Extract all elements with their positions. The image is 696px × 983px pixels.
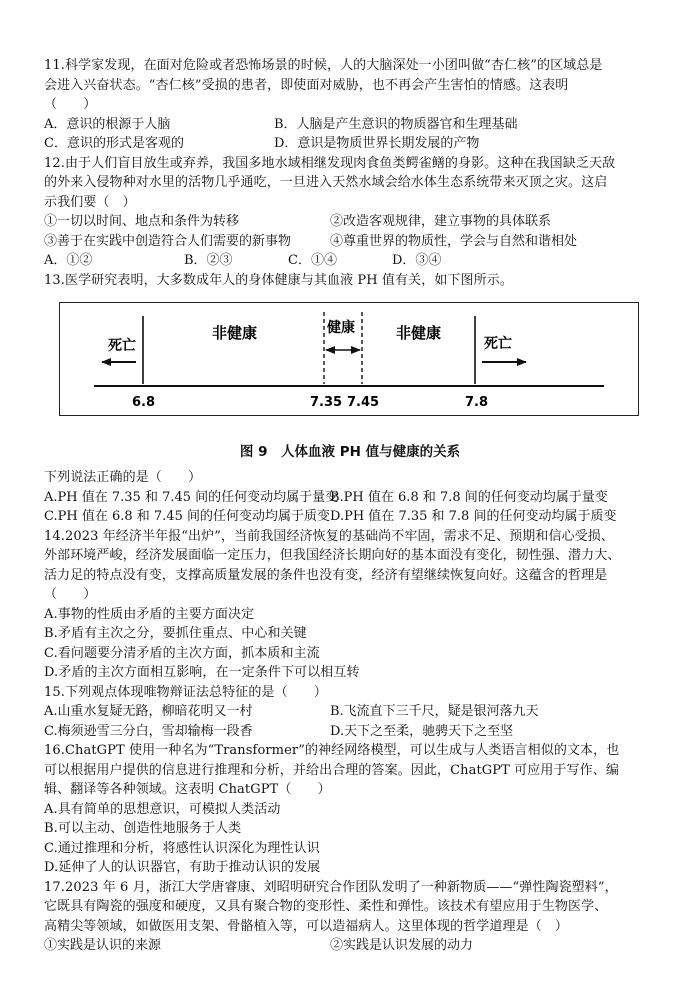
q13-option-b: B.PH 值在 6.8 和 7.8 间的任何变动均属于量变	[330, 489, 608, 505]
q11-option-d: D．意识是物质世界长期发展的产物	[274, 136, 480, 151]
q12-option-b: B．②③	[184, 253, 233, 268]
question-13	[44, 271, 656, 527]
q17-stem-line-3: 高精尖等领域，如做医用支架、骨骼植入等，可以造福病人。这里体现的哲学道理是（ ）	[44, 918, 569, 934]
q14-option-d: D.矛盾的主次方面相互影响，在一定条件下可以相互转	[44, 665, 360, 680]
q13-option-d: D.PH 值在 7.35 和 7.8 间的任何变动均属于质变	[330, 509, 617, 524]
q14-stem-line-3: 活力足的特点没有变，支撑高质量发展的条件也没有变，经济有望继续恢复向好。这蕴含的哲理是	[44, 567, 608, 583]
question-16	[44, 741, 656, 878]
q14-stem-line-4: （ ）	[44, 587, 97, 602]
exam-page	[44, 56, 656, 956]
q16-option-a: A.具有简单的思想意识，可模拟人类活动	[44, 801, 281, 817]
tick-7-45: 7.45	[347, 395, 380, 410]
q14-stem-line-2: 外部环境严峻，经济发展面临一定压力，但我国经济长期向好的基本面没有变化，韧性强、潜力大、	[44, 548, 621, 563]
q15-option-b: B.飞流直下三千尺，疑是银河落九天	[330, 704, 539, 719]
label-unhealthy-left: 非健康	[212, 324, 258, 342]
q11-stem-line-2: 会进入兴奋状态。“杏仁核”受损的患者，即使面对威胁，也不再会产生害怕的情感。这表明	[44, 77, 569, 93]
q15-option-a: A.山重水复疑无路，柳暗花明又一村	[44, 704, 253, 719]
q11-stem-line-3: （ ）	[44, 97, 97, 112]
q11-stem-line-1: 11.科学家发现，在面对危险或者恐怖场景的时候，人的大脑深处一小团叫做“杏仁核”的区域总是	[44, 58, 603, 73]
q15-option-c: C.梅须逊雪三分白，雪却输梅一段香	[44, 723, 253, 739]
q14-option-a: A.事物的性质由矛盾的主要方面决定	[44, 606, 255, 622]
q16-option-b: B.可以主动、创造性地服务于人类	[44, 821, 242, 836]
q12-option-d: D．③④	[392, 253, 442, 268]
q14-option-c: C.看问题要分清矛盾的主次方面，抓本质和主流	[44, 645, 320, 661]
label-unhealthy-right: 非健康	[396, 324, 442, 342]
q12-statement-3: ③善于在实践中创造符合人们需要的新事物	[44, 233, 292, 249]
q14-stem-line-1: 14.2023 年经济半年报“出炉”，当前我国经济恢复的基础尚不牢固，需求不足、预期和信心受损、	[44, 528, 614, 544]
tick-7-8: 7.8	[465, 395, 489, 410]
q13-option-c: C.PH 值在 6.8 和 7.45 间的任何变动均属于质变	[44, 509, 330, 524]
q12-statement-4: ④尊重世界的物质性，学会与自然和谐相处	[330, 233, 578, 249]
question-15	[44, 683, 656, 742]
q12-stem-line-2: 的外来入侵物种对水里的活物几乎通吃，一旦进入天然水域会给水体生态系统带来灭顶之灾。这启	[44, 175, 608, 190]
q17-statement-1: ①实践是认识的来源	[44, 938, 162, 953]
q16-stem-line-2: 可以根据用户提供的信息进行推理和分析，并给出合理的答案。因此，ChatGPT 可应用于写作、编	[44, 762, 619, 778]
q16-option-c: C.通过推理和分析，将感性认识深化为理性认识	[44, 840, 320, 856]
q12-statement-2: ②改造客观规律，建立事物的具体联系	[330, 214, 552, 229]
question-12	[44, 154, 656, 271]
q12-statement-1: ①一切以时间、地点和条件为转移	[44, 214, 240, 229]
q13-option-a: A.PH 值在 7.35 和 7.45 间的任何变动均属于量变	[44, 489, 339, 505]
ph-health-figure	[44, 294, 656, 466]
label-death-right: 死亡	[484, 336, 512, 352]
q15-stem-line-1: 15.下列观点体现唯物辩证法总特征的是（ ）	[44, 684, 327, 700]
label-death-left: 死亡	[108, 338, 136, 354]
q12-stem-line-3: 示我们要（ ）	[44, 194, 136, 210]
question-14	[44, 527, 656, 683]
question-17	[44, 878, 656, 956]
ph-diagram	[44, 294, 656, 434]
q16-stem-line-1: 16.ChatGPT 使用一种名为“Transformer”的神经网络模型，可以生成与人类语言相似的文本，也	[44, 743, 620, 758]
label-healthy: 健康	[327, 320, 355, 336]
q12-option-a: A．①②	[44, 253, 93, 268]
q16-option-d: D.延伸了人的认识器官，有助于推动认识的发展	[44, 860, 321, 875]
q17-stem-line-1: 17.2023 年 6 月，浙江大学唐睿康、刘昭明研究合作团队发明了一种新物质——“弹性陶瓷塑料”，	[44, 879, 618, 895]
q11-option-b: B．人脑是产生意识的物质器官和生理基础	[274, 116, 518, 132]
q15-option-d: D.天下之至柔，驰骋天下之至坚	[330, 723, 514, 739]
q11-option-c: C．意识的形式是客观的	[44, 136, 184, 151]
q17-stem-line-2: 它既具有陶瓷的强度和硬度，又具有聚合物的变形性、柔性和弹性。该技术有望应用于生物医学、	[44, 899, 608, 914]
q12-stem-line-1: 12.由于人们盲目放生或弃养，我国多地水域相继发现肉食鱼类鳄雀鳝的身影。这种在我国缺乏天敌	[44, 155, 616, 171]
q14-option-b: B.矛盾有主次之分，要抓住重点、中心和关键	[44, 626, 307, 641]
q12-option-c: C．①④	[288, 253, 337, 268]
figure-caption: 图 9 人体血液 PH 值与健康的关系	[239, 444, 461, 460]
q17-statement-2: ②实践是认识发展的动力	[330, 938, 474, 953]
tick-7-35: 7.35	[310, 395, 343, 410]
tick-6-8: 6.8	[132, 395, 156, 410]
q13-stem-line-2: 下列说法正确的是（ ）	[44, 470, 202, 485]
q16-stem-line-3: 辑、翻译等各种领域。这表明 ChatGPT（ ）	[44, 782, 331, 797]
q13-stem-line-1: 13.医学研究表明，大多数成年人的身体健康与其血液 PH 值有关，如下图所示。	[44, 272, 513, 288]
question-11	[44, 56, 656, 154]
q11-option-a: A．意识的根源于人脑	[44, 116, 171, 132]
